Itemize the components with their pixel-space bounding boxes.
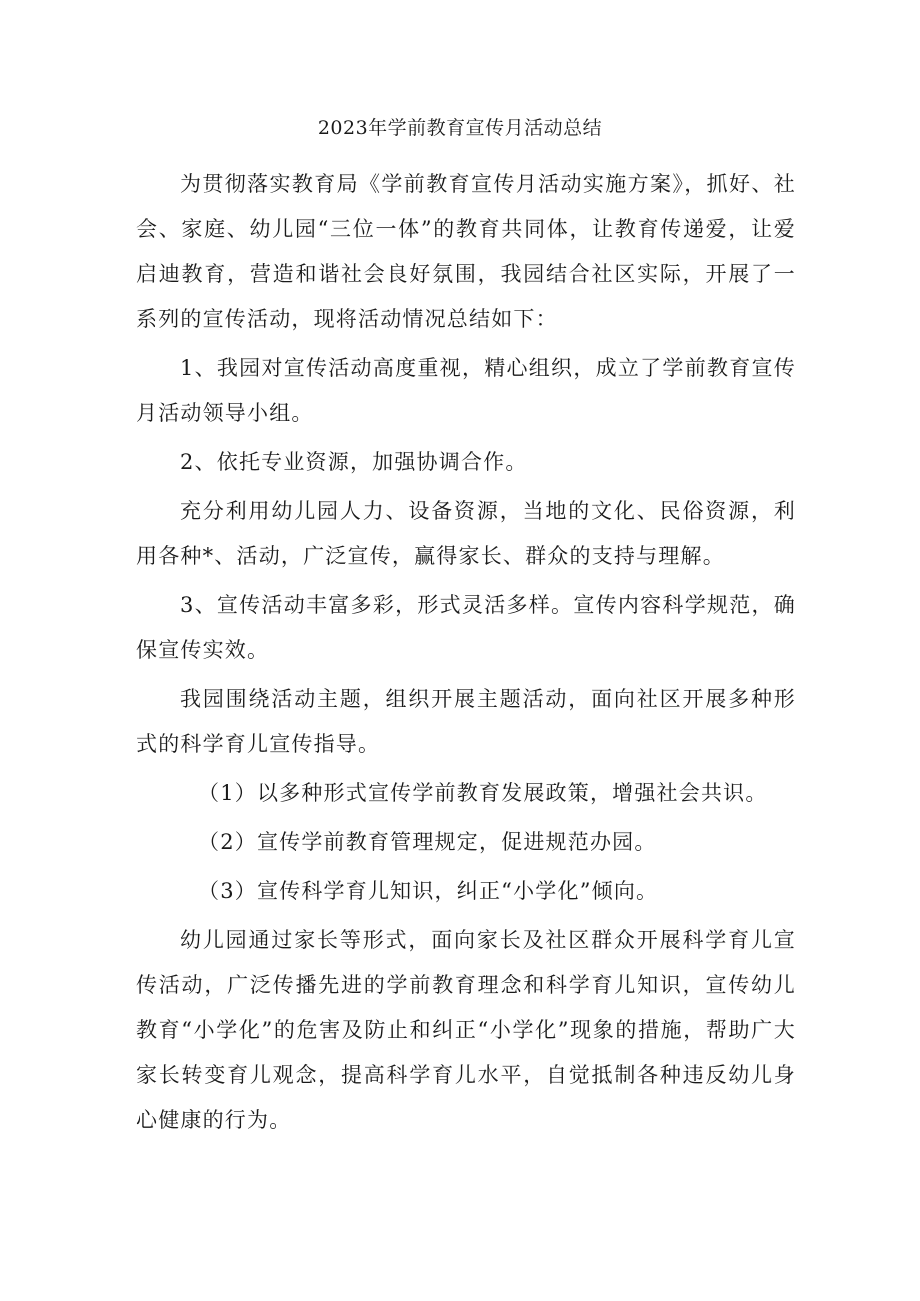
paragraph-subitem-3: （3）宣传科学育儿知识，纠正“小学化”倾向。 (198, 879, 659, 903)
document-title: 2023年学前教育宣传月活动总结 (317, 117, 603, 139)
document-body (136, 162, 796, 1147)
paragraph-themes: 我园围绕活动主题，组织开展主题活动，面向社区开展多种形式的科学育儿宣传指导。 (136, 687, 796, 756)
paragraph-intro: 为贯彻落实教育局《学前教育宣传月活动实施方案》，抓好、社会、家庭、幼儿园“三位一体”的教育共同体，让教育传递爱，让爱启迪教育，营造和谐社会良好氛围，我园结合社区实际，开展了一系列的宣传活动，现将活动情况总结如下： (136, 172, 796, 331)
paragraph-item-3: 3、宣传活动丰富多彩，形式灵活多样。宣传内容科学规范，确保宣传实效。 (136, 593, 796, 662)
paragraph-item-2: 2、依托专业资源，加强协调合作。 (180, 450, 528, 474)
paragraph-subitem-1: （1）以多种形式宣传学前教育发展政策，增强社会共识。 (198, 781, 768, 805)
paragraph-resources: 充分利用幼儿园人力、设备资源，当地的文化、民俗资源，利用各种*、活动，广泛宣传，赢得家长、群众的支持与理解。 (136, 499, 796, 568)
paragraph-item-1: 1、我园对宣传活动高度重视，精心组织，成立了学前教育宣传月活动领导小组。 (136, 356, 796, 425)
paragraph-subitem-2: （2）宣传学前教育管理规定，促进规范办园。 (198, 830, 657, 854)
paragraph-conclusion: 幼儿园通过家长等形式，面向家长及社区群众开展科学育儿宣传活动，广泛传播先进的学前教育理念和科学育儿知识，宣传幼儿教育“小学化”的危害及防止和纠正“小学化”现象的措施，帮助广大家长转变育儿观念，提高科学育儿水平，自觉抵制各种违反幼儿身心健康的行为。 (136, 928, 796, 1132)
